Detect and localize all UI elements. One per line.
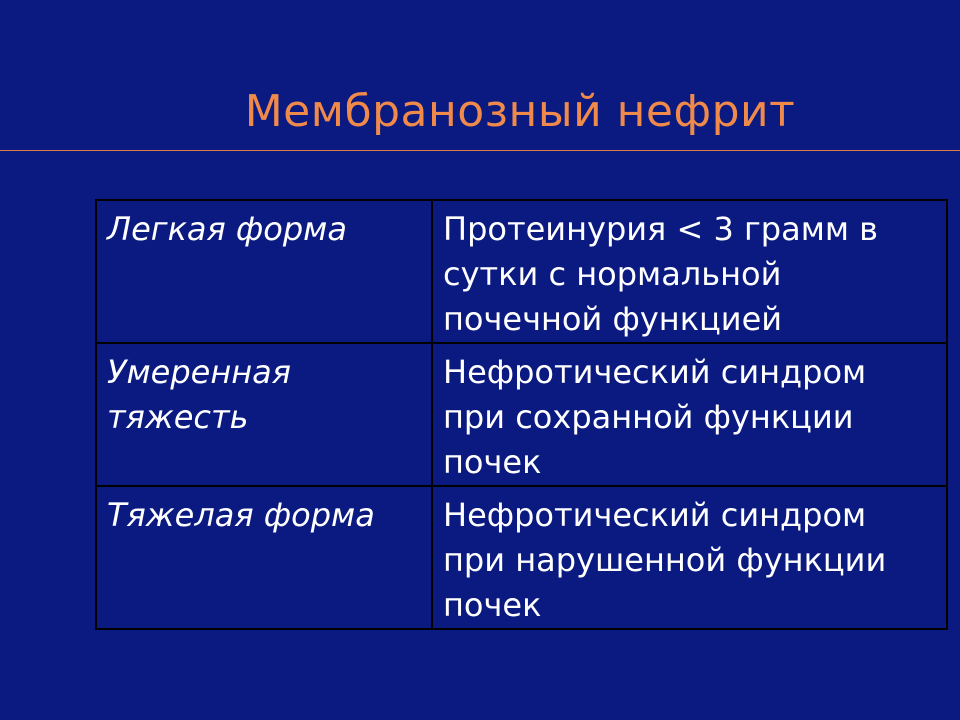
severity-table (95, 199, 948, 630)
row-description: Нефротический синдром при нарушенной функции почек (432, 486, 947, 629)
row-description: Протеинурия < 3 грамм в сутки с нормальной почечной функцией (432, 200, 947, 343)
row-label: Легкая форма (96, 200, 432, 343)
row-label: Умеренная тяжесть (96, 343, 432, 486)
title-divider (0, 150, 960, 151)
table-row (96, 200, 947, 343)
row-label: Тяжелая форма (96, 486, 432, 629)
row-description: Нефротический синдром при сохранной функции почек (432, 343, 947, 486)
table-row (96, 343, 947, 486)
table-row (96, 486, 947, 629)
slide-title: Мембранозный нефрит (244, 86, 796, 137)
